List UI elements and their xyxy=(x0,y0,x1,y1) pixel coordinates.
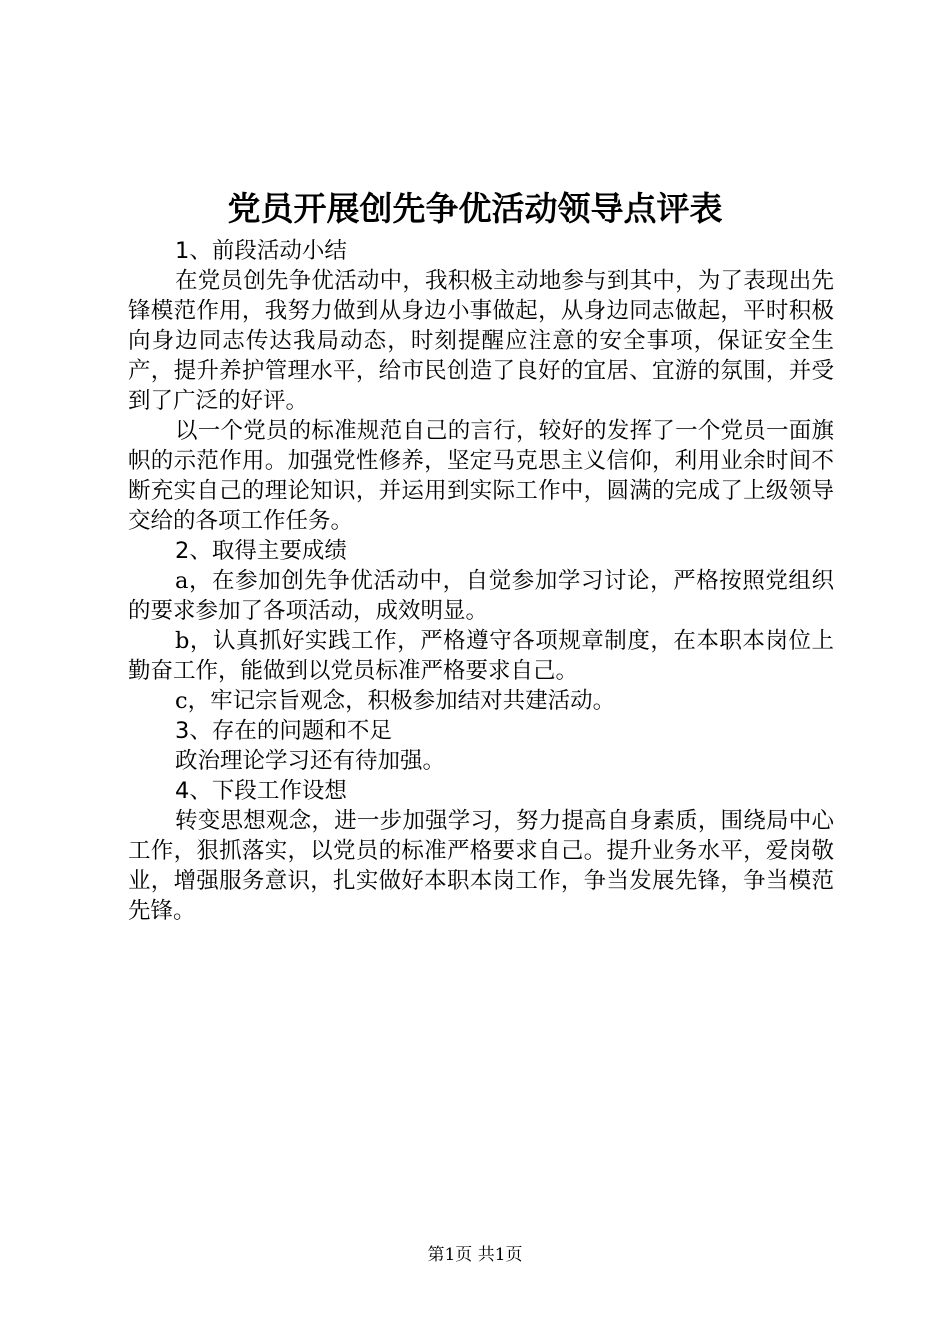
document-body xyxy=(128,236,834,926)
section-paragraph: 转变思想观念，进一步加强学习，努力提高自身素质，围绕局中心工作，狠抓落实，以党员的标准严格要求自己。提升业务水平，爱岗敬业，增强服务意识，扎实做好本职本岗工作，争当发展先锋，争当模范先锋。 xyxy=(128,808,834,924)
section-paragraph: b，认真抓好实践工作，严格遵守各项规章制度，在本职本岗位上勤奋工作，能做到以党员标准严格要求自己。 xyxy=(128,628,834,684)
section-paragraph: a，在参加创先争优活动中，自觉参加学习讨论，严格按照党组织的要求参加了各项活动，成效明显。 xyxy=(128,568,834,624)
page-footer: 第1页 共1页 xyxy=(427,1245,523,1265)
section-heading-achievements: 2、取得主要成绩 xyxy=(175,538,347,564)
section-heading-summary: 1、前段活动小结 xyxy=(175,238,347,264)
section-heading-problems: 3、存在的问题和不足 xyxy=(175,718,392,744)
section-paragraph: 以一个党员的标准规范自己的言行，较好的发挥了一个党员一面旗帜的示范作用。加强党性修养，坚定马克思主义信仰，利用业余时间不断充实自己的理论知识，并运用到实际工作中，圆满的完成了上级领导交给的各项工作任务。 xyxy=(128,418,834,534)
section-paragraph: 政治理论学习还有待加强。 xyxy=(175,748,446,774)
section-heading-plans: 4、下段工作设想 xyxy=(175,778,347,804)
section-paragraph: c，牢记宗旨观念，积极参加结对共建活动。 xyxy=(175,688,616,714)
document-title: 党员开展创先争优活动领导点评表 xyxy=(227,189,723,228)
section-paragraph: 在党员创先争优活动中，我积极主动地参与到其中，为了表现出先锋模范作用，我努力做到从身边小事做起，从身边同志做起，平时积极向身边同志传达我局动态，时刻提醒应注意的安全事项，保证安全生产，提升养护管理水平，给市民创造了良好的宜居、宜游的氛围，并受到了广泛的好评。 xyxy=(128,268,834,414)
